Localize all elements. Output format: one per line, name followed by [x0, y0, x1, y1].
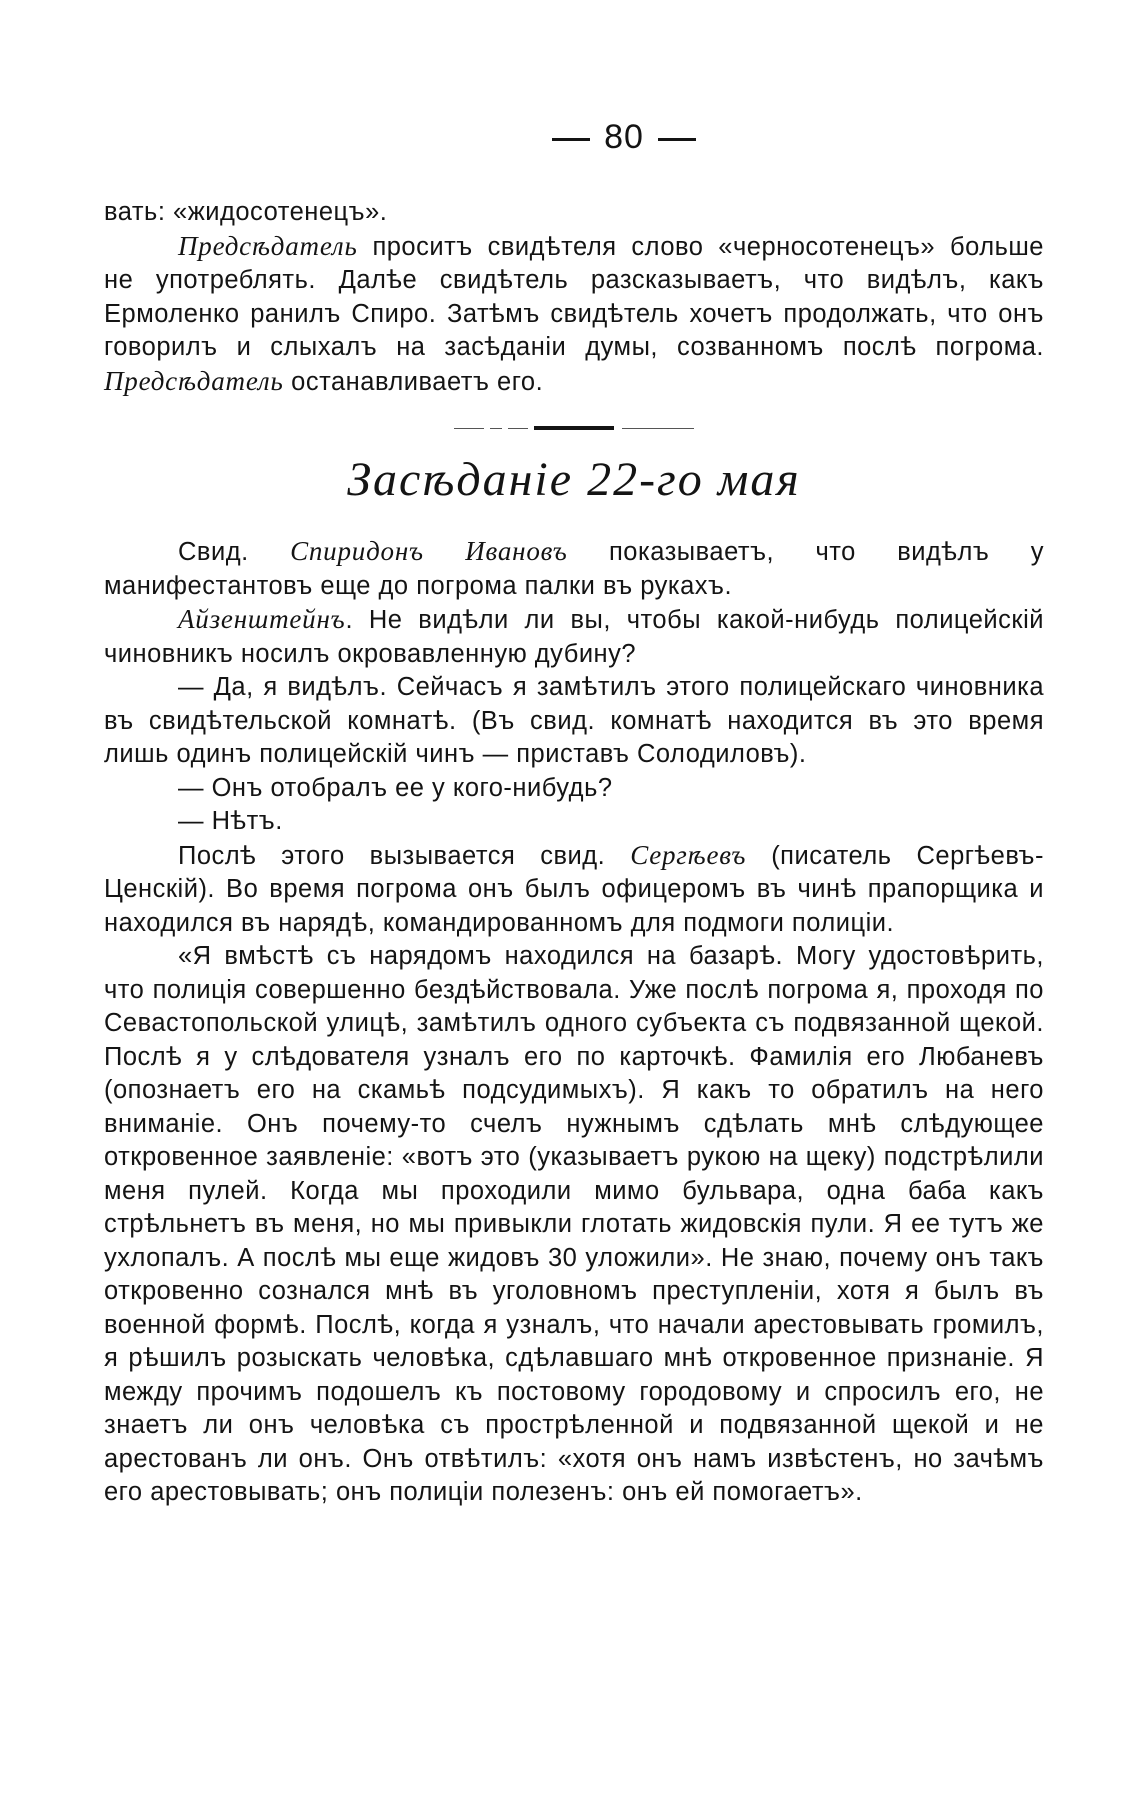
speaker-name: Предсѣдатель	[104, 365, 284, 396]
paragraph	[104, 603, 1044, 671]
paragraph-text: проситъ свидѣтеля слово «черносотенецъ» больше не употреблять. Далѣе свидѣтель разсказываетъ, что видѣлъ, какъ Ермоленко ранилъ Спиро. Затѣмъ свидѣтель хочетъ продолжать, что онъ говорилъ и слыхалъ на засѣданіи думы, созванномъ послѣ погрома.	[104, 232, 1044, 361]
paragraph	[104, 196, 1044, 230]
speaker-name: Сергѣевъ	[630, 839, 747, 870]
speaker-name: Спиридонъ Ивановъ	[290, 536, 568, 566]
paragraph-text: . Не видѣли ли вы, чтобы какой-нибудь полицейскій чиновникъ носилъ окровавленную дубину?	[104, 606, 1044, 668]
paragraph	[104, 772, 1044, 806]
paragraph-text: — Онъ отобралъ ее у кого-нибудь?	[178, 773, 613, 802]
paragraph-text: — Нѣтъ.	[178, 807, 283, 835]
text-block-bottom	[104, 535, 1044, 1510]
paragraph-text: Свид.	[178, 538, 291, 566]
paragraph-text: вать: «жидосотенецъ».	[104, 198, 388, 226]
paragraph	[104, 839, 1044, 941]
paragraph-text: показываетъ, что видѣлъ у манифестантовъ еще до погрома палки въ рукахъ.	[104, 538, 1044, 600]
paragraph-text: останавливаетъ его.	[283, 367, 544, 396]
paragraph	[104, 535, 1044, 603]
section-title: Засѣданіе 22-го мая	[347, 453, 801, 506]
paragraph	[104, 671, 1044, 772]
paragraph	[104, 230, 1044, 400]
paragraph-text: (писатель Сергѣевъ-Ценскій). Во время погрома онъ былъ офицеромъ въ чинѣ прапорщика и находился въ нарядѣ, командированномъ для подмоги полиціи.	[104, 841, 1044, 937]
paragraph	[104, 940, 1044, 1510]
speaker-name: Предсѣдатель	[178, 230, 358, 261]
page-number	[494, 118, 754, 157]
page-number-dash-left	[552, 138, 590, 141]
section-divider	[454, 426, 694, 432]
paragraph-text: Послѣ этого вызывается свид.	[178, 841, 631, 870]
page-number-dash-right	[658, 138, 696, 141]
text-block-top	[104, 196, 1044, 399]
page-number-value: 80	[604, 118, 644, 156]
speaker-name: Айзенштейнъ	[178, 604, 346, 634]
paragraph-text: «Я вмѣстѣ съ нарядомъ находился на базарѣ. Могу удостовѣрить, что полиція совершенно бездѣйствовала. Уже послѣ погрома я, проходя по Севастопольской улицѣ, замѣтилъ одного субъекта съ подвязанной щекой. Послѣ я у слѣдователя узналъ его по карточкѣ. Фамилія его Любаневъ (опознаетъ его на скамьѣ подсудимыхъ). Я какъ то обратилъ на него вниманіе. Онъ почему-то счелъ нужнымъ сдѣлать мнѣ слѣдующее откровенное заявленіе: «вотъ это (указываетъ рукою на щеку) подстрѣлили меня пулей. Когда мы проходили мимо бульвара, одна баба какъ стрѣльнетъ въ меня, но мы привыкли глотать жидовскія пули. Я ее тутъ же ухлопалъ. А послѣ мы еще жидовъ 30 уложили». Не знаю, почему онъ такъ откровенно сознался мнѣ въ уголовномъ преступленіи, хотя я былъ въ военной формѣ. Послѣ, когда я узналъ, что начали арестовывать громилъ, я рѣшилъ розыскать человѣка, сдѣлавшаго мнѣ откровенное признаніе. Я между прочимъ подошелъ къ постовому городовому и спросилъ его, не знаетъ ли онъ человѣка съ прострѣленной и подвязанной щекой и не арестованъ ли онъ. Онъ отвѣтилъ: «хотя онъ намъ извѣстенъ, но зачѣмъ его арестовывать; онъ полиціи полезенъ: онъ ей помогаетъ».	[104, 942, 1044, 1506]
paragraph-text: — Да, я видѣлъ. Сейчасъ я замѣтилъ этого полицейскаго чиновника въ свидѣтельской комнатѣ. (Въ свид. комнатѣ находится въ это время лишь одинъ полицейскій чинъ — приставъ Солодиловъ).	[104, 673, 1044, 768]
paragraph	[104, 805, 1044, 839]
